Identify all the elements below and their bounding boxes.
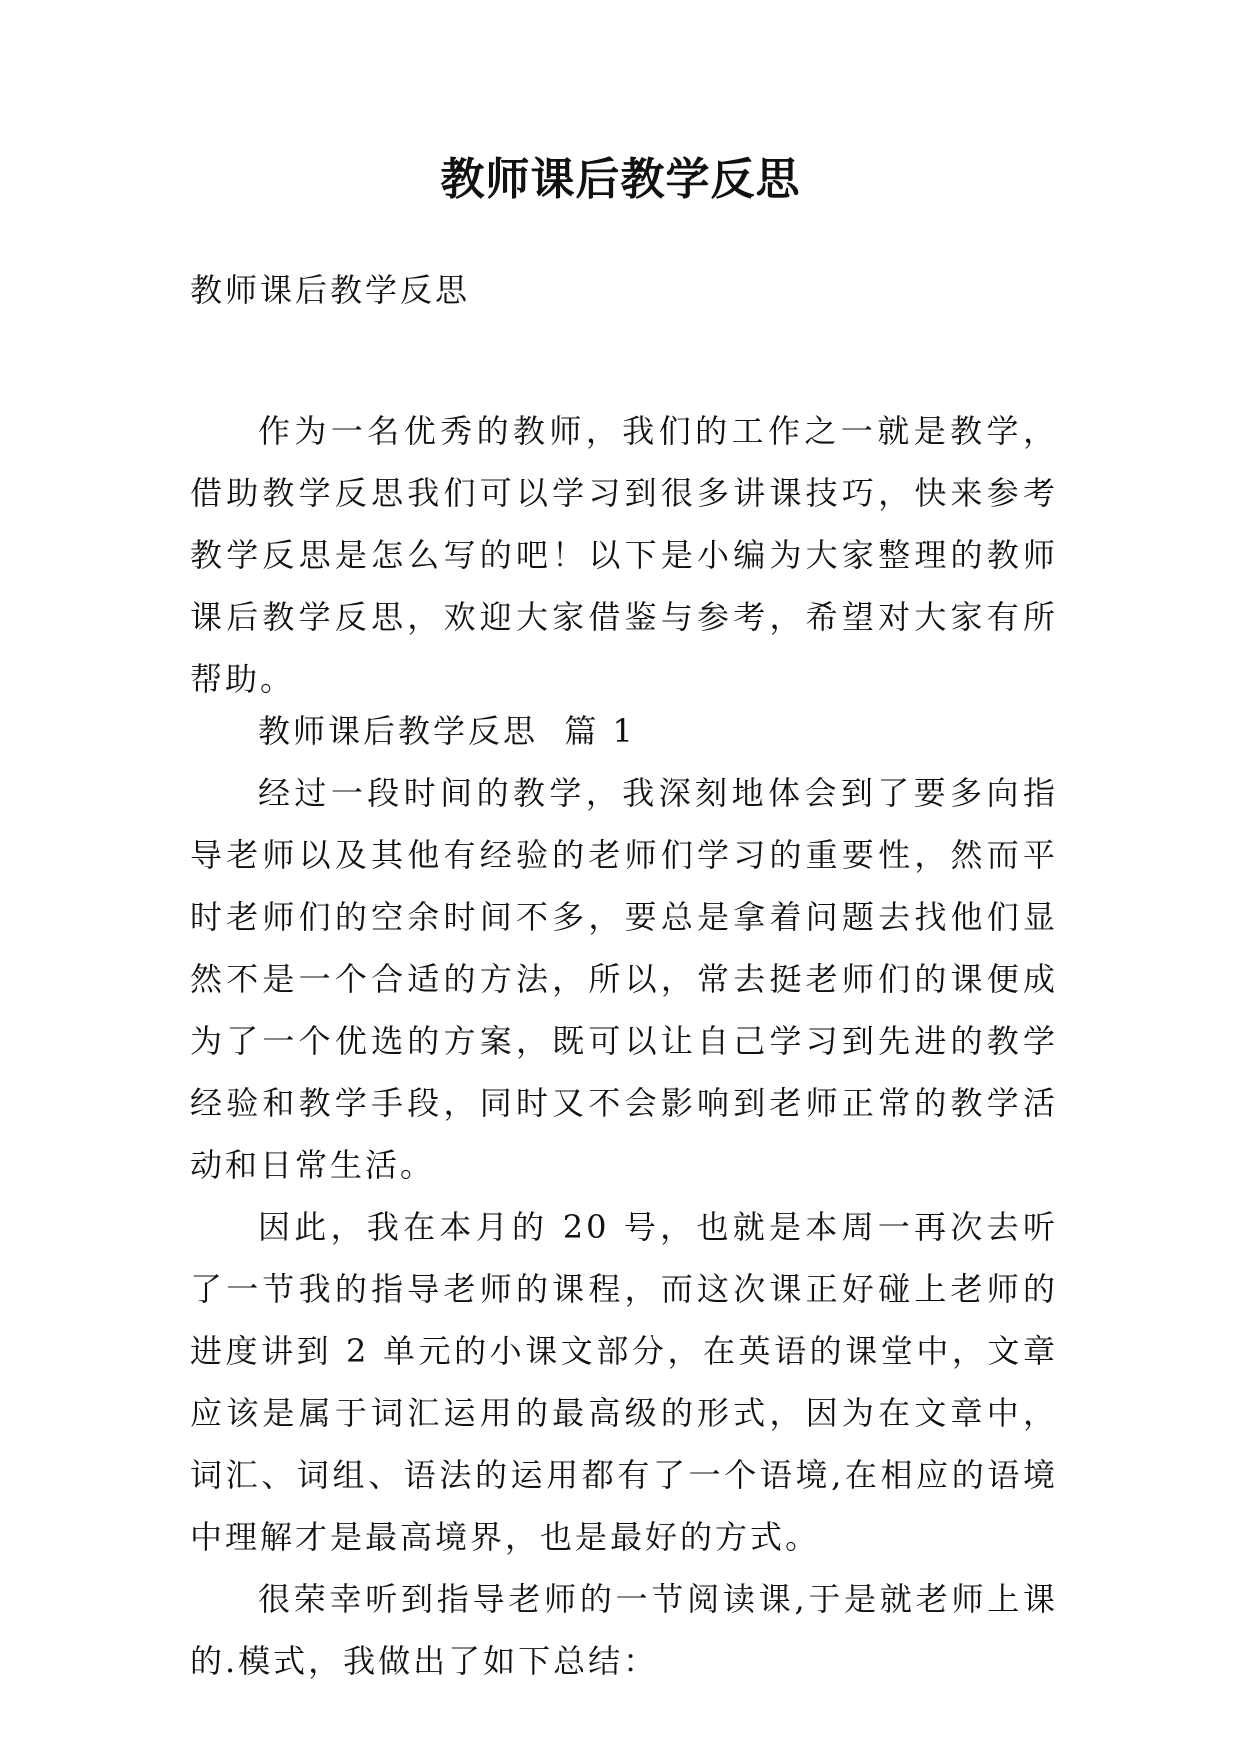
body-paragraph-2: 因此，我在本月的 20 号，也就是本周一再次去听了一节我的指导老师的课程，而这次课正好碰上老师的进度讲到 2 单元的小课文部分，在英语的课堂中，文章应该是属于词汇运用的最高级的形式，因为在文章中，词汇、词组、语法的运用都有了一个语境,在相应的语境中理解才是最高境界，也是最好的方式。 xyxy=(190,1208,1058,1556)
section-heading: 教师课后教学反思 篇 1 xyxy=(258,712,636,750)
document-title: 教师课后教学反思 xyxy=(440,154,801,205)
body-paragraph-1: 经过一段时间的教学，我深刻地体会到了要多向指导老师以及其他有经验的老师们学习的重要性，然而平时老师们的空余时间不多，要总是拿着问题去找他们显然不是一个合适的方法，所以，常去挺老师们的课便成为了一个优选的方案，既可以让自己学习到先进的教学经验和教学手段，同时又不会影响到老师正常的教学活动和日常生活。 xyxy=(190,774,1058,1184)
intro-paragraph: 作为一名优秀的教师，我们的工作之一就是教学，借助教学反思我们可以学习到很多讲课技巧，快来参考教学反思是怎么写的吧！以下是小编为大家整理的教师课后教学反思，欢迎大家借鉴与参考，希望对大家有所帮助。 xyxy=(190,412,1058,698)
body-paragraph-3: 很荣幸听到指导老师的一节阅读课,于是就老师上课的.模式，我做出了如下总结： xyxy=(190,1580,1058,1680)
document-subtitle: 教师课后教学反思 xyxy=(190,271,471,309)
body-text xyxy=(190,762,1058,1692)
